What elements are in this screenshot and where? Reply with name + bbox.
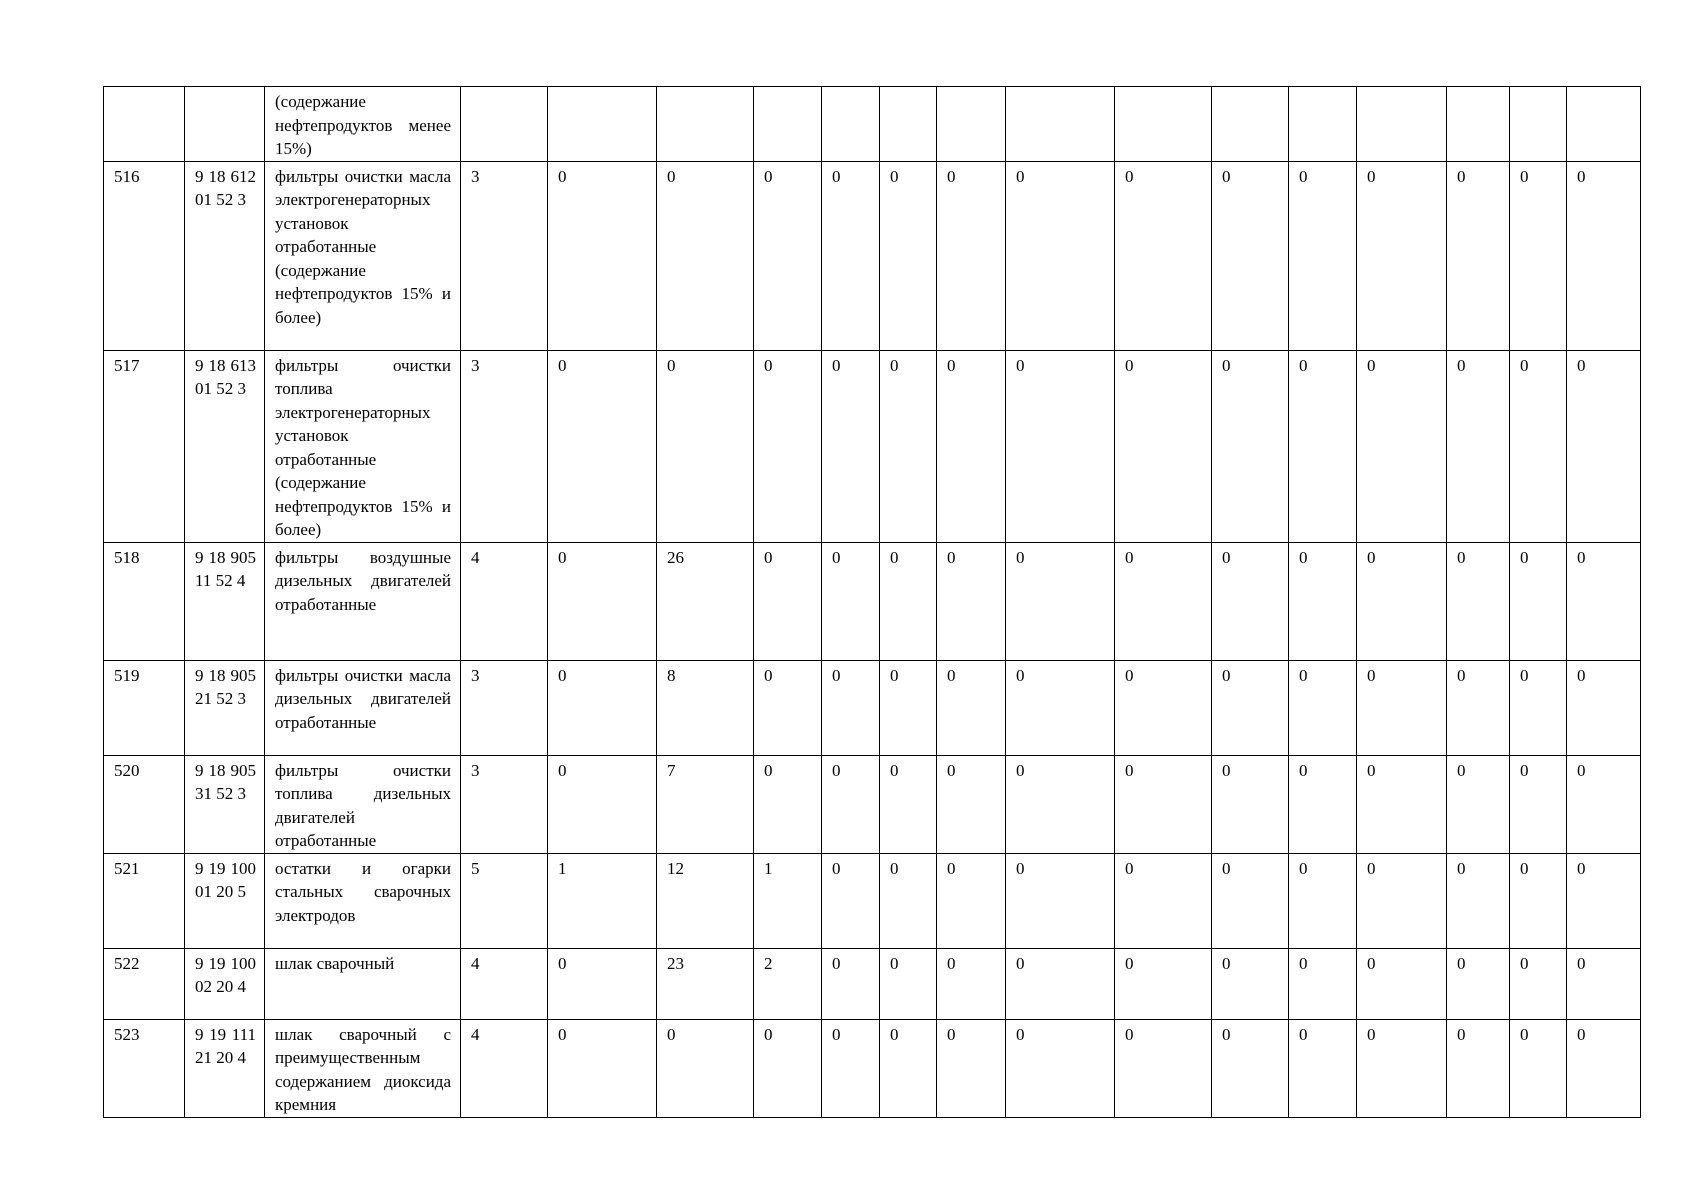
table-row xyxy=(104,853,1641,948)
value-cell-col-6: 0 xyxy=(880,853,937,948)
value-cell-col-6: 0 xyxy=(880,755,937,853)
waste-code-cell: 9 18 905 21 52 3 xyxy=(185,660,265,755)
value-cell-col-5: 0 xyxy=(822,1019,880,1117)
value-cell-col-14 xyxy=(1510,87,1567,162)
value-cell-col-15: 0 xyxy=(1567,161,1641,350)
value-cell-col-8: 0 xyxy=(1006,161,1115,350)
value-cell-col-4: 0 xyxy=(754,1019,822,1117)
value-cell-col-9: 0 xyxy=(1115,350,1212,542)
value-cell-col-1: 4 xyxy=(461,1019,548,1117)
value-cell-col-12: 0 xyxy=(1357,660,1447,755)
value-cell-col-7: 0 xyxy=(937,161,1006,350)
value-cell-col-14: 0 xyxy=(1510,755,1567,853)
table-row xyxy=(104,1019,1641,1117)
table-row xyxy=(104,660,1641,755)
value-cell-col-1: 5 xyxy=(461,853,548,948)
value-cell-col-7: 0 xyxy=(937,660,1006,755)
value-cell-col-13: 0 xyxy=(1447,755,1510,853)
table-row xyxy=(104,87,1641,162)
value-cell-col-6: 0 xyxy=(880,948,937,1019)
value-cell-col-6 xyxy=(880,87,937,162)
value-cell-col-3 xyxy=(657,87,754,162)
value-cell-col-6: 0 xyxy=(880,350,937,542)
value-cell-col-15 xyxy=(1567,87,1641,162)
value-cell-col-6: 0 xyxy=(880,660,937,755)
waste-code-cell: 9 19 100 01 20 5 xyxy=(185,853,265,948)
value-cell-col-2: 0 xyxy=(548,948,657,1019)
value-cell-col-5: 0 xyxy=(822,755,880,853)
value-cell-col-10: 0 xyxy=(1212,1019,1289,1117)
value-cell-col-12: 0 xyxy=(1357,350,1447,542)
value-cell-col-10: 0 xyxy=(1212,948,1289,1019)
value-cell-col-13: 0 xyxy=(1447,1019,1510,1117)
value-cell-col-6: 0 xyxy=(880,542,937,660)
value-cell-col-11 xyxy=(1289,87,1357,162)
value-cell-col-11: 0 xyxy=(1289,1019,1357,1117)
value-cell-col-1: 4 xyxy=(461,542,548,660)
value-cell-col-2: 0 xyxy=(548,161,657,350)
value-cell-col-8: 0 xyxy=(1006,755,1115,853)
value-cell-col-1: 3 xyxy=(461,660,548,755)
row-number-cell: 519 xyxy=(104,660,185,755)
waste-name-cell: фильтры очистки топлива электрогенераторных установок отработанные (содержание нефтепродуктов 15% и более) xyxy=(265,350,461,542)
value-cell-col-7: 0 xyxy=(937,755,1006,853)
value-cell-col-13: 0 xyxy=(1447,660,1510,755)
waste-code-cell xyxy=(185,87,265,162)
value-cell-col-15: 0 xyxy=(1567,1019,1641,1117)
row-number-cell: 516 xyxy=(104,161,185,350)
value-cell-col-13: 0 xyxy=(1447,350,1510,542)
row-number-cell xyxy=(104,87,185,162)
table-row xyxy=(104,755,1641,853)
value-cell-col-4: 0 xyxy=(754,161,822,350)
value-cell-col-5: 0 xyxy=(822,350,880,542)
value-cell-col-9: 0 xyxy=(1115,660,1212,755)
value-cell-col-11: 0 xyxy=(1289,161,1357,350)
waste-inventory-table xyxy=(103,86,1641,1118)
value-cell-col-2: 0 xyxy=(548,660,657,755)
value-cell-col-4: 0 xyxy=(754,660,822,755)
value-cell-col-4: 0 xyxy=(754,755,822,853)
waste-name-cell: фильтры очистки масла электрогенераторных установок отработанные (содержание нефтепродуктов 15% и более) xyxy=(265,161,461,350)
value-cell-col-2: 0 xyxy=(548,542,657,660)
value-cell-col-1: 3 xyxy=(461,350,548,542)
value-cell-col-9 xyxy=(1115,87,1212,162)
waste-name-cell: фильтры очистки масла дизельных двигателей отработанные xyxy=(265,660,461,755)
value-cell-col-7 xyxy=(937,87,1006,162)
row-number-cell: 518 xyxy=(104,542,185,660)
value-cell-col-9: 0 xyxy=(1115,542,1212,660)
row-number-cell: 520 xyxy=(104,755,185,853)
value-cell-col-12 xyxy=(1357,87,1447,162)
value-cell-col-8 xyxy=(1006,87,1115,162)
value-cell-col-10: 0 xyxy=(1212,755,1289,853)
value-cell-col-12: 0 xyxy=(1357,1019,1447,1117)
value-cell-col-4: 2 xyxy=(754,948,822,1019)
value-cell-col-11: 0 xyxy=(1289,350,1357,542)
value-cell-col-9: 0 xyxy=(1115,755,1212,853)
value-cell-col-14: 0 xyxy=(1510,161,1567,350)
value-cell-col-11: 0 xyxy=(1289,660,1357,755)
waste-name-cell: (содержание нефтепродуктов менее 15%) xyxy=(265,87,461,162)
value-cell-col-5: 0 xyxy=(822,161,880,350)
value-cell-col-5: 0 xyxy=(822,948,880,1019)
value-cell-col-10: 0 xyxy=(1212,660,1289,755)
value-cell-col-9: 0 xyxy=(1115,853,1212,948)
table-row xyxy=(104,948,1641,1019)
value-cell-col-1 xyxy=(461,87,548,162)
value-cell-col-5: 0 xyxy=(822,660,880,755)
value-cell-col-2: 0 xyxy=(548,755,657,853)
value-cell-col-3: 0 xyxy=(657,1019,754,1117)
waste-name-cell: фильтры очистки топлива дизельных двигателей отработанные xyxy=(265,755,461,853)
value-cell-col-1: 4 xyxy=(461,948,548,1019)
table-row xyxy=(104,161,1641,350)
value-cell-col-12: 0 xyxy=(1357,948,1447,1019)
value-cell-col-3: 26 xyxy=(657,542,754,660)
value-cell-col-1: 3 xyxy=(461,755,548,853)
waste-code-cell: 9 18 905 31 52 3 xyxy=(185,755,265,853)
value-cell-col-7: 0 xyxy=(937,1019,1006,1117)
value-cell-col-14: 0 xyxy=(1510,1019,1567,1117)
value-cell-col-11: 0 xyxy=(1289,948,1357,1019)
value-cell-col-13 xyxy=(1447,87,1510,162)
value-cell-col-1: 3 xyxy=(461,161,548,350)
value-cell-col-5: 0 xyxy=(822,542,880,660)
value-cell-col-3: 0 xyxy=(657,161,754,350)
value-cell-col-14: 0 xyxy=(1510,350,1567,542)
value-cell-col-13: 0 xyxy=(1447,161,1510,350)
row-number-cell: 523 xyxy=(104,1019,185,1117)
value-cell-col-10: 0 xyxy=(1212,350,1289,542)
value-cell-col-3: 23 xyxy=(657,948,754,1019)
value-cell-col-12: 0 xyxy=(1357,161,1447,350)
value-cell-col-4: 1 xyxy=(754,853,822,948)
value-cell-col-13: 0 xyxy=(1447,853,1510,948)
waste-code-cell: 9 18 612 01 52 3 xyxy=(185,161,265,350)
value-cell-col-3: 0 xyxy=(657,350,754,542)
value-cell-col-15: 0 xyxy=(1567,948,1641,1019)
value-cell-col-12: 0 xyxy=(1357,853,1447,948)
value-cell-col-13: 0 xyxy=(1447,948,1510,1019)
waste-code-cell: 9 18 905 11 52 4 xyxy=(185,542,265,660)
value-cell-col-12: 0 xyxy=(1357,755,1447,853)
value-cell-col-7: 0 xyxy=(937,948,1006,1019)
value-cell-col-7: 0 xyxy=(937,853,1006,948)
value-cell-col-8: 0 xyxy=(1006,1019,1115,1117)
value-cell-col-4: 0 xyxy=(754,542,822,660)
value-cell-col-9: 0 xyxy=(1115,161,1212,350)
value-cell-col-9: 0 xyxy=(1115,1019,1212,1117)
value-cell-col-4: 0 xyxy=(754,350,822,542)
waste-name-cell: фильтры воздушные дизельных двигателей отработанные xyxy=(265,542,461,660)
value-cell-col-2: 1 xyxy=(548,853,657,948)
value-cell-col-10: 0 xyxy=(1212,542,1289,660)
value-cell-col-14: 0 xyxy=(1510,948,1567,1019)
value-cell-col-8: 0 xyxy=(1006,350,1115,542)
value-cell-col-5: 0 xyxy=(822,853,880,948)
value-cell-col-10: 0 xyxy=(1212,853,1289,948)
value-cell-col-15: 0 xyxy=(1567,755,1641,853)
value-cell-col-15: 0 xyxy=(1567,660,1641,755)
value-cell-col-7: 0 xyxy=(937,350,1006,542)
waste-name-cell: остатки и огарки стальных сварочных электродов xyxy=(265,853,461,948)
row-number-cell: 521 xyxy=(104,853,185,948)
value-cell-col-8: 0 xyxy=(1006,853,1115,948)
value-cell-col-9: 0 xyxy=(1115,948,1212,1019)
row-number-cell: 517 xyxy=(104,350,185,542)
value-cell-col-3: 8 xyxy=(657,660,754,755)
value-cell-col-2: 0 xyxy=(548,1019,657,1117)
waste-name-cell: шлак сварочный с преимущественным содержанием диоксида кремния xyxy=(265,1019,461,1117)
value-cell-col-15: 0 xyxy=(1567,853,1641,948)
table-row xyxy=(104,542,1641,660)
value-cell-col-2 xyxy=(548,87,657,162)
value-cell-col-3: 7 xyxy=(657,755,754,853)
value-cell-col-12: 0 xyxy=(1357,542,1447,660)
value-cell-col-8: 0 xyxy=(1006,660,1115,755)
value-cell-col-11: 0 xyxy=(1289,755,1357,853)
table-row xyxy=(104,350,1641,542)
table-body xyxy=(104,87,1641,1118)
value-cell-col-10: 0 xyxy=(1212,161,1289,350)
value-cell-col-4 xyxy=(754,87,822,162)
value-cell-col-5 xyxy=(822,87,880,162)
value-cell-col-7: 0 xyxy=(937,542,1006,660)
value-cell-col-3: 12 xyxy=(657,853,754,948)
value-cell-col-11: 0 xyxy=(1289,853,1357,948)
waste-code-cell: 9 19 111 21 20 4 xyxy=(185,1019,265,1117)
row-number-cell: 522 xyxy=(104,948,185,1019)
value-cell-col-6: 0 xyxy=(880,161,937,350)
value-cell-col-15: 0 xyxy=(1567,542,1641,660)
value-cell-col-14: 0 xyxy=(1510,542,1567,660)
value-cell-col-13: 0 xyxy=(1447,542,1510,660)
value-cell-col-6: 0 xyxy=(880,1019,937,1117)
value-cell-col-8: 0 xyxy=(1006,542,1115,660)
value-cell-col-11: 0 xyxy=(1289,542,1357,660)
value-cell-col-2: 0 xyxy=(548,350,657,542)
value-cell-col-14: 0 xyxy=(1510,853,1567,948)
waste-code-cell: 9 18 613 01 52 3 xyxy=(185,350,265,542)
value-cell-col-10 xyxy=(1212,87,1289,162)
value-cell-col-14: 0 xyxy=(1510,660,1567,755)
value-cell-col-8: 0 xyxy=(1006,948,1115,1019)
value-cell-col-15: 0 xyxy=(1567,350,1641,542)
waste-name-cell: шлак сварочный xyxy=(265,948,461,1019)
waste-code-cell: 9 19 100 02 20 4 xyxy=(185,948,265,1019)
